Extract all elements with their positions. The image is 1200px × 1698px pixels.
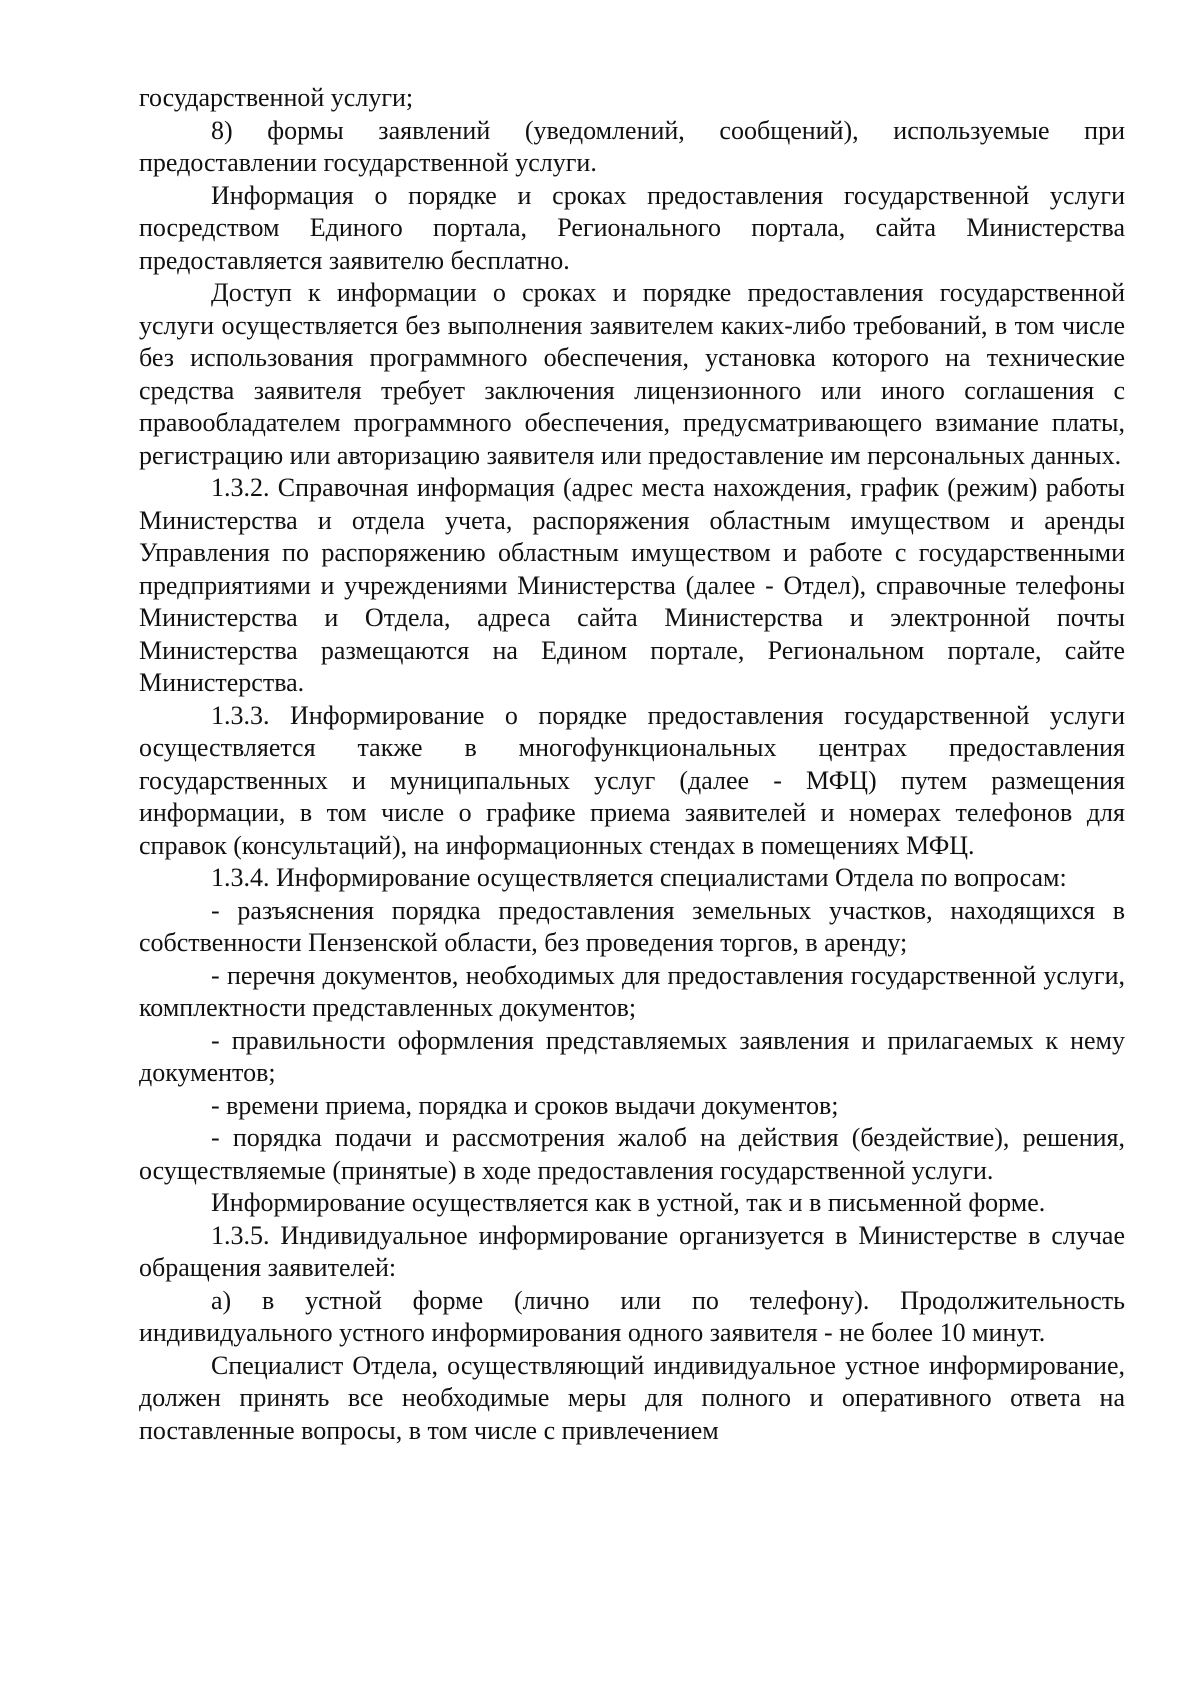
paragraph: 1.3.2. Справочная информация (адрес места нахождения, график (режим) работы Министерства и отдела учета, распоряжения областным имуществом и аренды Управления по распоряжению областным имуществом и работе с государственными предприятиями и учреждениями Министерства (далее - Отдел), справочные телефоны Министерства и Отдела, адреса сайта Министерства и электронной почты Министерства размещаются на Едином портале, Региональном портале, сайте Министерства. bbox=[139, 473, 1125, 697]
paragraph: 8) формы заявлений (уведомлений, сообщений), используемые при предоставлении государственной услуги. bbox=[139, 115, 1125, 177]
paragraph: государственной услуги; bbox=[139, 83, 414, 112]
paragraph: 1.3.5. Индивидуальное информирование организуется в Министерстве в случае обращения заявителей: bbox=[139, 1220, 1125, 1282]
document-page bbox=[139, 82, 1125, 1447]
paragraph: - времени приема, порядка и сроков выдачи документов; bbox=[211, 1090, 839, 1120]
paragraph: 1.3.3. Информирование о порядке предоставления государственной услуги осуществляется также в многофункциональных центрах предоставления государственных и муниципальных услуг (далее - МФЦ) путем размещения информации, в том числе о графике приема заявителей и номерах телефонов для справок (консультаций), на информационных стендах в помещениях МФЦ. bbox=[139, 700, 1125, 860]
paragraph: - разъяснения порядка предоставления земельных участков, находящихся в собственности Пензенской области, без проведения торгов, в аренду; bbox=[139, 895, 1125, 957]
paragraph: 1.3.4. Информирование осуществляется специалистами Отдела по вопросам: bbox=[211, 863, 1067, 892]
paragraph: - правильности оформления представляемых заявления и прилагаемых к нему документов; bbox=[139, 1025, 1125, 1087]
paragraph: Специалист Отдела, осуществляющий индивидуальное устное информирование, должен принять все необходимые меры для полного и оперативного ответа на поставленные вопросы, в том числе с привлечением bbox=[139, 1350, 1125, 1445]
paragraph: Информирование осуществляется как в устной, так и в письменной форме. bbox=[211, 1188, 1046, 1217]
paragraph: - порядка подачи и рассмотрения жалоб на действия (бездействие), решения, осуществляемые (принятые) в ходе предоставления государственной услуги. bbox=[139, 1123, 1125, 1185]
paragraph: Доступ к информации о сроках и порядке предоставления государственной услуги осуществляется без выполнения заявителем каких-либо требований, в том числе без использования программного обеспечения, установка которого на технические средства заявителя требует заключения лицензионного или иного соглашения с правообладателем программного обеспечения, предусматривающего взимание платы, регистрацию или авторизацию заявителя или предоставление им персональных данных. bbox=[139, 278, 1125, 470]
paragraph: Информация о порядке и сроках предоставления государственной услуги посредством Единого портала, Регионального портала, сайта Министерства предоставляется заявителю бесплатно. bbox=[139, 180, 1125, 275]
paragraph: а) в устной форме (лично или по телефону). Продолжительность индивидуального устного информирования одного заявителя - не более 10 минут. bbox=[139, 1285, 1125, 1347]
paragraph: - перечня документов, необходимых для предоставления государственной услуги, комплектности представленных документов; bbox=[139, 960, 1125, 1022]
